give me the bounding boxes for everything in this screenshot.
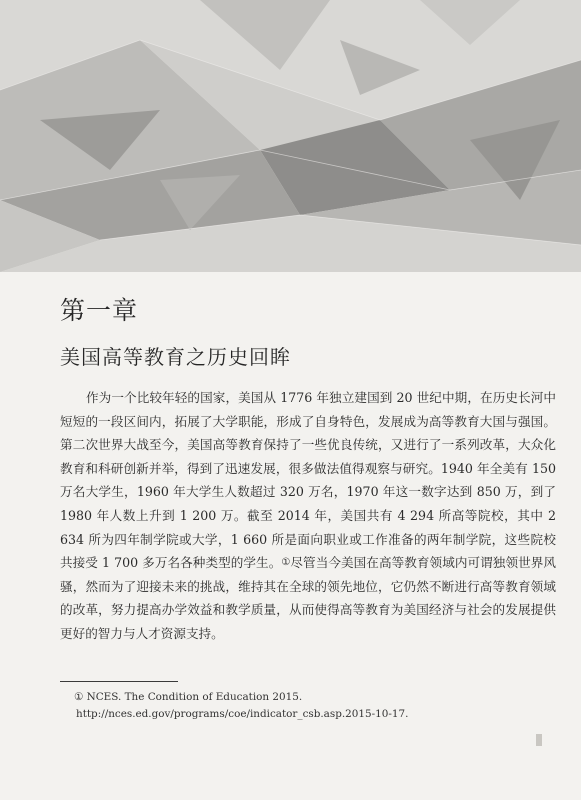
chapter-title: 美国高等教育之历史回眸 bbox=[60, 345, 291, 369]
body-text-before-note: 作为一个比较年轻的国家，美国从 1776 年独立建国到 20 世纪中期，在历史长河中短短的一段区间内，拓展了大学职能，形成了自身特色，发展成为高等教育大国与强国。第二次世界大战至今，美国高等教育保持了一些优良传统，又进行了一系列改革，大众化教育和科研创新并举，得到了迅速发展，很多做法值得观察与研究。1940 年全美有 150 万名大学生，1960 年大学生人数超过 320 万名，1970 年这一数字达到 850 万，到了 1980 年人数上升到 1 200 万。截至 2014 年，美国共有 4 294 所高等院校，其中 2 634 所为四年制学院或大学，1 660 所是面向职业或工作准备的两年制学院，这些院校共接受 1 700 多万名各种类型的学生。 bbox=[60, 390, 556, 571]
footnote-text: NCES. The Condition of Education 2015. http://nces.ed.gov/programs/coe/indicator_csb.asp.2015-10-17. bbox=[76, 691, 409, 720]
chapter-number: 第一章 bbox=[60, 296, 139, 325]
page-edge-mark bbox=[536, 734, 542, 746]
footnote-reference[interactable]: ① bbox=[281, 557, 291, 569]
footnote bbox=[60, 689, 566, 723]
body-text-after-note: 尽管当今美国在高等教育领域内可谓独领世界风骚，然而为了迎接未来的挑战，维持其在全球的领先地位，它仍然不断进行高等教育领域的改革，努力提高办学效益和教学质量，从而使得高等教育为美国经济与社会的发展提供更好的智力与人才资源支持。 bbox=[60, 555, 557, 641]
body-paragraph bbox=[60, 386, 556, 646]
footnote-divider bbox=[60, 681, 178, 682]
decorative-polygon-banner bbox=[0, 0, 581, 272]
footnote-marker: ① bbox=[74, 691, 84, 703]
